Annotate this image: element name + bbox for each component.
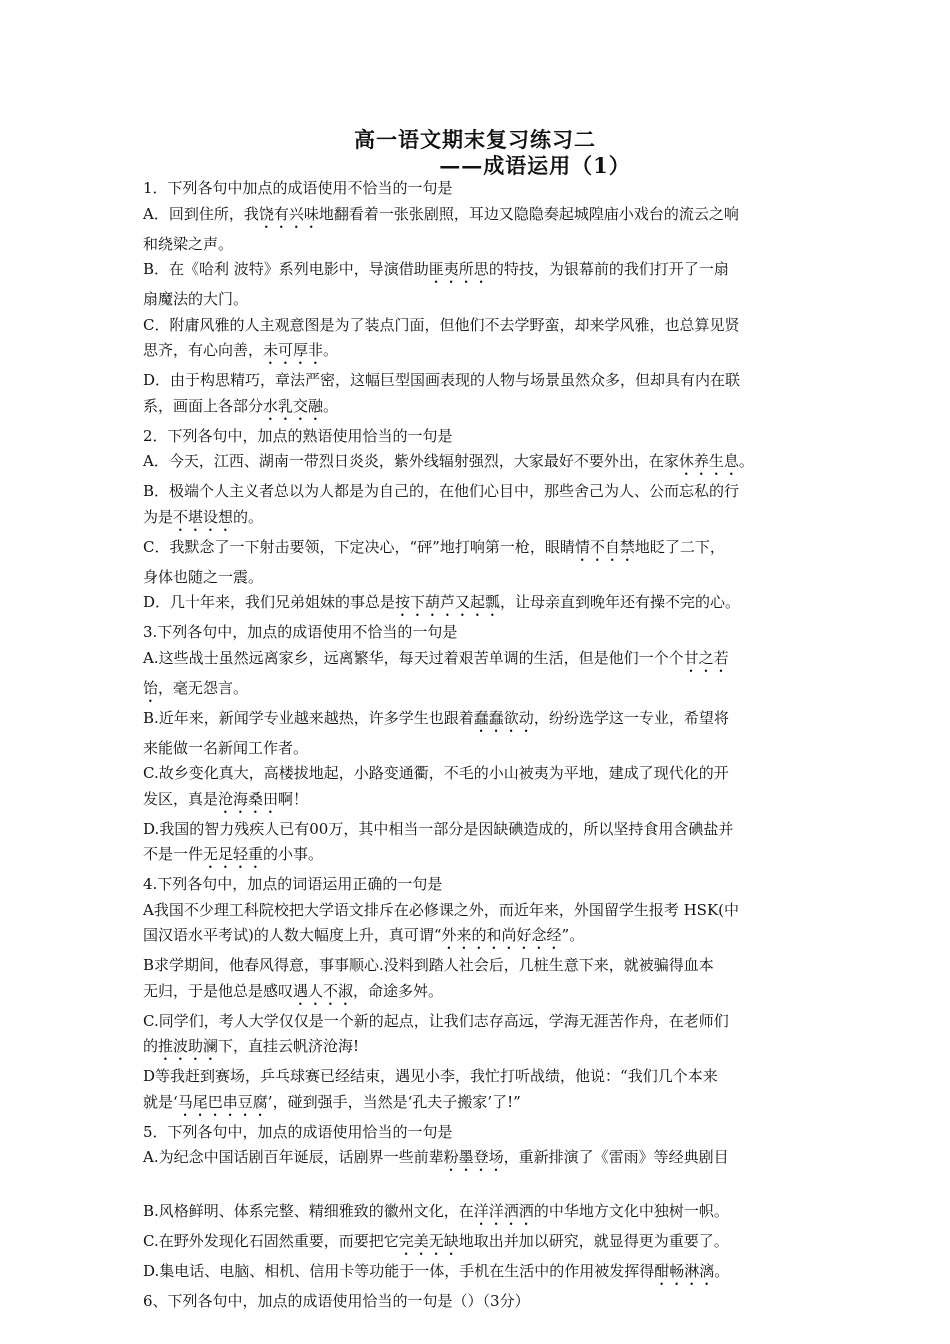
text-line: 国汉语水平考试)的人数大幅度上升，真可谓“外来的和尚好念经”。 [143, 926, 585, 944]
text-line: 3.下列各句中，加点的成语使用不恰当的一句是 [143, 623, 458, 641]
text-line: 4.下列各句中，加点的词语运用正确的一句是 [143, 875, 443, 893]
document-body [143, 176, 818, 1315]
text-line: 1．下列各句中加点的成语使用不恰当的一句是 [143, 179, 453, 197]
dotted-idiom: 外来的和尚好念经 [441, 926, 562, 944]
text-line: 身体也随之一震。 [143, 567, 264, 586]
text-line: 无归，于是他总是感叹遇人不淑，命途多舛。 [143, 981, 444, 1000]
text-line: B.风格鲜明、体系完整、精细雅致的徽州文化，在洋洋洒洒的中华地方文化中独树一帜。 [143, 1202, 729, 1220]
text-line: A.这些战士虽然远离家乡，远离繁华，每天过着艰苦单调的生活，但是他们一个个甘之若 [143, 648, 729, 667]
dotted-idiom: 甘之若 [683, 648, 729, 667]
text-line: 系，画面上各部分水乳交融。 [143, 396, 339, 415]
text-line: C.同学们，考人大学仅仅是一个新的起点，让我们志存高远，学海无涯苦作舟，在老师们 [143, 1011, 729, 1030]
dotted-idiom: 沧海桑田 [218, 789, 279, 808]
document-subtitle: ——成语运用（1） [439, 153, 631, 178]
text-line: 不是一件无足轻重的小事。 [143, 845, 324, 863]
text-line: 思齐，有心向善，未可厚非。 [143, 341, 339, 359]
dotted-idiom: 马尾巴串豆腐 [177, 1092, 268, 1111]
text-line: 就是‘马尾巴串豆腐’，碰到强手，当然是‘孔夫子搬家’了!” [143, 1092, 521, 1111]
text-line: 5．下列各句中，加点的成语使用恰当的一句是 [143, 1122, 453, 1141]
text-line: B.近年来，新闻学专业越来越热，许多学生也跟着蠢蠢欲动，纷纷选学这一专业，希望将 [143, 708, 729, 727]
dotted-idiom: 按下葫芦又起瓢 [395, 593, 501, 611]
text-line: B．极端个人主义者总以为人都是为自己的，在他们心目中，那些舍己为人、公而忘私的行 [143, 482, 740, 500]
text-line: 的推波助澜下，直挂云帆济沧海! [143, 1037, 360, 1055]
text-line: A.为纪念中国话剧百年诞辰，话剧界一些前辈粉墨登场，重新排演了《雷雨》等经典剧目 [143, 1148, 729, 1166]
text-line: B．在《哈利 波特》系列电影中，导演借助匪夷所思的特技，为银幕前的我们打开了一扇 [143, 260, 729, 278]
dotted-idiom: 水乳交融 [263, 396, 324, 415]
text-line: 为是不堪设想的。 [143, 507, 264, 526]
dotted-idiom: 休养生息 [678, 452, 739, 470]
text-line: 6、下列各句中，加点的成语使用恰当的一句是（）（3分） [143, 1292, 530, 1310]
document-title: 高一语文期末复习练习二 [354, 127, 596, 152]
dotted-idiom: 无足轻重 [203, 845, 264, 863]
text-line: 发区，真是沧海桑田啊！ [143, 789, 309, 808]
dotted-idiom: 未可厚非 [263, 341, 324, 359]
text-line: D．由于构思精巧，章法严密，这幅巨型国画表现的人物与场景虽然众多，但却具有内在联 [143, 371, 741, 389]
dotted-idiom: 情不自禁 [574, 537, 635, 556]
dotted-idiom: 蠢蠢欲动 [473, 708, 534, 727]
dotted-idiom: 推波助澜 [158, 1037, 219, 1055]
text-line: D.我国的智力残疾人已有00万，其中相当一部分是因缺碘造成的，所以坚持食用含碘盐并 [143, 819, 734, 838]
text-line: D.集电话、电脑、相机、信用卡等功能于一体，手机在生活中的作用被发挥得酣畅淋漓。 [143, 1262, 730, 1280]
text-line: 和绕梁之声。 [143, 234, 234, 253]
dotted-idiom: 不堪设想 [173, 507, 234, 526]
text-line: A．回到住所，我饶有兴味地翻看着一张张剧照，耳边又隐隐奏起城隍庙小戏台的流云之响 [143, 204, 739, 223]
text-line: 2．下列各句中，加点的熟语使用恰当的一句是 [143, 426, 453, 445]
dotted-idiom: 洋洋洒洒 [473, 1202, 534, 1220]
text-line: B求学期间，他春风得意，事事顺心.没料到踏人社会后，几桩生意下来，就被骗得血本 [143, 956, 714, 974]
dotted-idiom: 饶有兴味 [258, 204, 319, 223]
text-line: 扇魔法的大门。 [143, 290, 249, 308]
dotted-idiom: 完美无缺 [398, 1232, 459, 1250]
text-line: D．几十年来，我们兄弟姐妹的事总是按下葫芦又起瓢，让母亲直到晚年还有操不完的心。 [143, 593, 741, 611]
text-line: C.在野外发现化石固然重要，而要把它完美无缺地取出并加以研究，就显得更为重要了。 [143, 1232, 729, 1250]
text-line: C．我默念了一下射击要领，下定决心，“砰”地打响第一枪，眼睛情不自禁地眨了二下， [143, 537, 725, 556]
text-line: D等我赶到赛场，乒乓球赛已经结束，遇见小李，我忙打听战绩，他说：“我们几个本来 [143, 1067, 718, 1085]
text-line: A．今天，江西、湖南一带烈日炎炎，紫外线辐射强烈，大家最好不要外出，在家休养生息。 [143, 452, 754, 470]
dotted-idiom: 酣畅淋漓 [654, 1262, 715, 1280]
text-line: A我国不少理工科院校把大学语文排斥在必修课之外，而近年来，外国留学生报考 HSK(中 [143, 900, 740, 919]
dotted-idiom: 匪夷所思 [428, 260, 489, 278]
text-line: C．附庸风雅的人主观意图是为了装点门面，但他们不去学野蛮，却来学风雅，也总算见贤 [143, 315, 740, 334]
text-line: 来能做一名新闻工作者。 [143, 738, 309, 757]
dotted-idiom: 饴 [143, 678, 159, 697]
text-line: C.故乡变化真大，高楼拔地起，小路变通衢，不毛的小山被夷为平地，建成了现代化的开 [143, 764, 729, 782]
dotted-idiom: 粉墨登场 [443, 1148, 504, 1166]
text-line: 饴，毫无怨言。 [143, 678, 249, 697]
dotted-idiom: 遇人不淑 [293, 981, 354, 1000]
